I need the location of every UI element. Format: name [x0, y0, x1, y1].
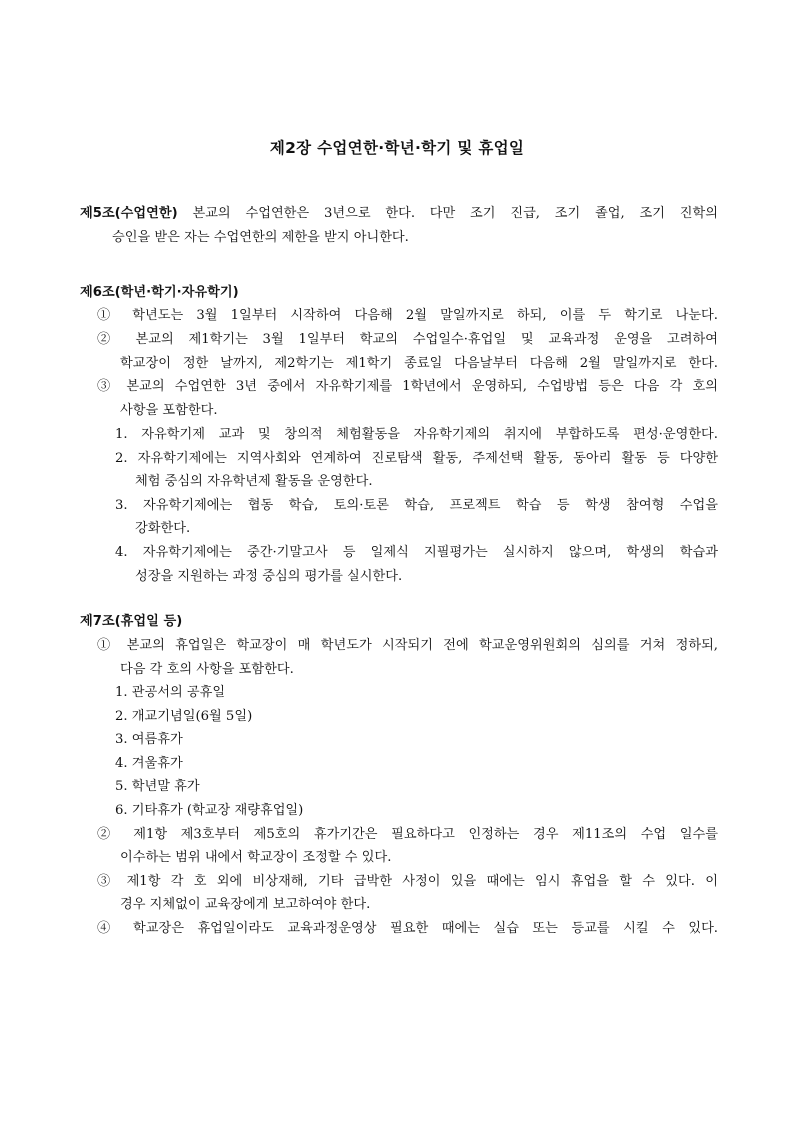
- article-7-para-1-line-1: ① 본교의 휴업일은 학교장이 매 학년도가 시작되기 전에 학교운영위원회의 심의를 거쳐 정하되,: [97, 638, 718, 653]
- article-7-item-3: 3. 여름휴가: [115, 732, 183, 747]
- article-6-para-2-line-2: 학교장이 정한 날까지, 제2학기는 제1학기 종료일 다음날부터 다음해 2월 말일까지로 한다.: [120, 356, 718, 371]
- article-5-body: 본교의 수업연한은 3년으로 한다. 다만 조기 진급, 조기 졸업, 조기 진학의: [177, 206, 718, 221]
- article-7-item-5: 5. 학년말 휴가: [115, 779, 200, 794]
- article-7-para-4: ④ 학교장은 휴업일이라도 교육과정운영상 필요한 때에는 실습 또는 등교를 시킬 수 있다.: [97, 921, 718, 936]
- article-7-para-2-line-1: ② 제1항 제3호부터 제5호의 휴가기간은 필요하다고 인정하는 경우 제11조의 수업 일수를: [97, 827, 718, 842]
- article-6-item-4-line-1: 4. 자유학기제에는 중간·기말고사 등 일제식 지필평가는 실시하지 않으며, 학생의 학습과: [115, 545, 718, 560]
- article-7-para-1-line-2: 다음 각 호의 사항을 포함한다.: [120, 662, 294, 677]
- article-7-item-6: 6. 기타휴가 (학교장 재량휴업일): [115, 803, 304, 818]
- article-6-para-1: ① 학년도는 3월 1일부터 시작하여 다음해 2월 말일까지로 하되, 이를 두 학기로 나눈다.: [97, 308, 718, 323]
- article-5-line-1: [80, 204, 718, 224]
- article-5-heading: 제5조(수업연한): [80, 206, 178, 221]
- article-7-item-2: 2. 개교기념일(6월 5일): [115, 709, 253, 724]
- article-7-para-2-line-2: 이수하는 범위 내에서 학교장이 조정할 수 있다.: [120, 850, 392, 865]
- article-6-heading: 제6조(학년·학기·자유학기): [80, 285, 239, 300]
- article-5-line-2: 승인을 받은 자는 수업연한의 제한을 받지 아니한다.: [112, 230, 409, 245]
- article-6-item-1: 1. 자유학기제 교과 및 창의적 체험활동을 자유학기제의 취지에 부합하도록 편성·운영한다.: [115, 427, 718, 442]
- article-6-item-2-line-2: 체험 중심의 자유학년제 활동을 운영한다.: [135, 474, 373, 489]
- article-6-item-4-line-2: 성장을 지원하는 과정 중심의 평가를 실시한다.: [135, 569, 403, 584]
- chapter-title: 제2장 수업연한·학년·학기 및 휴업일: [269, 139, 525, 157]
- article-6-para-2-line-1: ② 본교의 제1학기는 3월 1일부터 학교의 수업일수·휴업일 및 교육과정 운영을 고려하여: [97, 332, 718, 347]
- article-7-item-1: 1. 관공서의 공휴일: [115, 685, 226, 700]
- article-6-item-3-line-1: 3. 자유학기제에는 협동 학습, 토의·토론 학습, 프로젝트 학습 등 학생 참여형 수업을: [115, 498, 718, 513]
- article-6-para-3-line-1: ③ 본교의 수업연한 3년 중에서 자유학기제를 1학년에서 운영하되, 수업방법 등은 다음 각 호의: [97, 379, 718, 394]
- article-7-para-3-line-1: ③ 제1항 각 호 외에 비상재해, 기타 급박한 사정이 있을 때에는 임시 휴업을 할 수 있다. 이: [97, 874, 718, 889]
- article-7-para-3-line-2: 경우 지체없이 교육장에게 보고하여야 한다.: [120, 897, 371, 912]
- article-6-item-2-line-1: 2. 자유학기제에는 지역사회와 연계하여 진로탐색 활동, 주제선택 활동, 동아리 활동 등 다양한: [115, 451, 718, 466]
- article-7-item-4: 4. 겨울휴가: [115, 756, 183, 771]
- article-6-item-3-line-2: 강화한다.: [135, 521, 191, 536]
- article-6-para-3-line-2: 사항을 포함한다.: [120, 403, 218, 418]
- article-7-heading: 제7조(휴업일 등): [80, 614, 183, 629]
